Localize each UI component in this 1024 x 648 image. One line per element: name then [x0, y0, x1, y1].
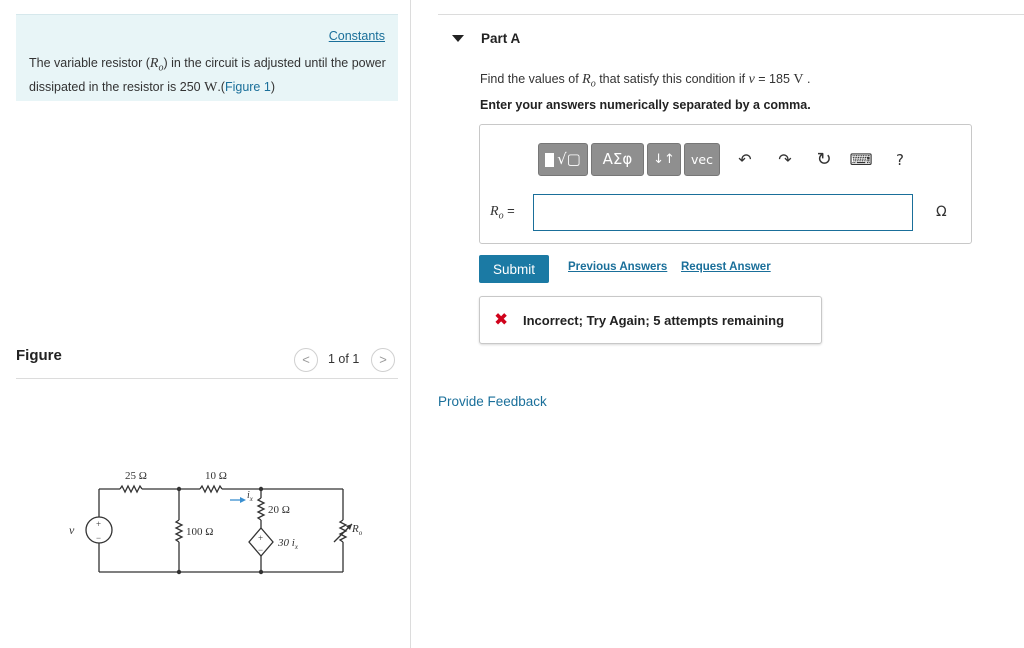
greek-symbols-button[interactable]: ΑΣφ — [591, 143, 644, 176]
figure-prev-button[interactable]: < — [294, 348, 318, 372]
figure-link[interactable]: Figure 1 — [224, 79, 271, 94]
question-v-symbol: v — [748, 72, 755, 87]
collapse-arrow-icon[interactable] — [452, 35, 464, 42]
feedback-box — [479, 296, 822, 344]
label-dep-gain-text: 30 i — [278, 537, 295, 549]
previous-answers-link[interactable]: Previous Answers — [568, 261, 668, 273]
label-source-v: v — [69, 523, 75, 537]
figure-counter: 1 of 1 — [328, 352, 360, 366]
incorrect-x-icon: ✖ — [494, 310, 509, 330]
templates-label: √▢ — [557, 150, 581, 168]
node-top-1 — [177, 487, 181, 491]
problem-text-part: ) — [270, 79, 275, 94]
answer-unit: Ω — [936, 204, 947, 220]
problem-text-part: ) in the circuit is adjusted until the power dissipated in the resistor is 250 — [29, 56, 386, 94]
circuit-diagram — [60, 462, 370, 582]
power-unit: W — [204, 79, 218, 95]
part-top-divider — [438, 14, 1024, 15]
answer-input[interactable] — [533, 194, 913, 231]
node-bottom-1 — [177, 570, 181, 574]
answer-label-eq: = — [503, 203, 515, 218]
label-dep-minus: − — [258, 545, 264, 555]
answer-label-sub: o — [498, 210, 504, 222]
question-ro-sub: o — [590, 78, 596, 90]
undo-icon[interactable]: ↶ — [738, 150, 752, 169]
left-pane — [0, 0, 411, 648]
resistor-25-zigzag — [120, 486, 142, 492]
label-10-ohm: 10 Ω — [205, 470, 227, 482]
ro-subscript: o — [158, 62, 164, 74]
problem-statement-box — [16, 14, 398, 101]
label-dep-gain-sub: x — [294, 543, 298, 551]
question-part: Find the values of — [480, 72, 583, 86]
provide-feedback-link[interactable]: Provide Feedback — [438, 394, 547, 409]
template-square-icon — [545, 153, 554, 167]
question-text — [480, 72, 810, 90]
node-top-2 — [259, 487, 263, 491]
instruction-text: Enter your answers numerically separated by a comma. — [480, 98, 811, 112]
submit-button[interactable]: Submit — [479, 255, 549, 283]
request-answer-link[interactable]: Request Answer — [681, 261, 771, 273]
figure-next-button[interactable]: > — [371, 348, 395, 372]
node-bottom-2 — [259, 570, 263, 574]
problem-text-part: .( — [217, 79, 225, 94]
keyboard-icon[interactable]: ⌨ — [849, 150, 873, 169]
figure-heading: Figure — [16, 347, 62, 364]
question-v-unit: V — [793, 72, 804, 87]
label-dep-plus: + — [258, 533, 264, 543]
question-value: = 185 — [754, 72, 794, 86]
resistor-10-zigzag — [200, 486, 222, 492]
label-100-ohm: 100 Ω — [186, 526, 214, 538]
label-dep-gain — [277, 537, 299, 551]
feedback-message: Incorrect; Try Again; 5 attempts remaining — [523, 313, 785, 328]
label-ix — [247, 490, 254, 503]
resistor-20-zigzag — [258, 498, 264, 520]
figure-divider — [16, 378, 398, 379]
label-ro-sub: o — [358, 529, 363, 537]
label-ix-symbol: i — [247, 490, 250, 501]
label-ro — [351, 523, 363, 537]
question-part: that satisfy this condition if — [595, 72, 749, 86]
math-toolbar — [533, 136, 920, 184]
part-title: Part A — [481, 31, 521, 46]
label-ix-sub: x — [249, 495, 253, 503]
problem-text — [29, 54, 391, 97]
answer-label-symbol: R — [490, 204, 499, 219]
problem-text-part: The variable resistor ( — [29, 56, 150, 70]
ix-arrow-head — [240, 497, 246, 503]
answer-label — [490, 203, 515, 222]
label-source-plus: + — [96, 519, 102, 529]
help-icon[interactable]: ? — [896, 151, 904, 169]
label-20-ohm: 20 Ω — [268, 504, 290, 516]
label-ro-symbol: R — [352, 523, 359, 535]
ro-symbol: R — [149, 56, 159, 71]
redo-icon[interactable]: ↷ — [778, 150, 792, 169]
reset-icon[interactable]: ↻ — [816, 149, 832, 170]
label-25-ohm: 25 Ω — [125, 470, 147, 482]
vector-button[interactable]: vec — [684, 143, 720, 176]
question-part: . — [803, 72, 811, 86]
label-source-minus: − — [96, 533, 102, 543]
resistor-100-zigzag — [176, 520, 182, 542]
question-ro-symbol: R — [582, 72, 591, 87]
constants-link[interactable]: Constants — [328, 29, 385, 43]
subscript-superscript-button[interactable]: ↓↑ — [647, 143, 681, 176]
templates-button[interactable] — [538, 143, 588, 176]
